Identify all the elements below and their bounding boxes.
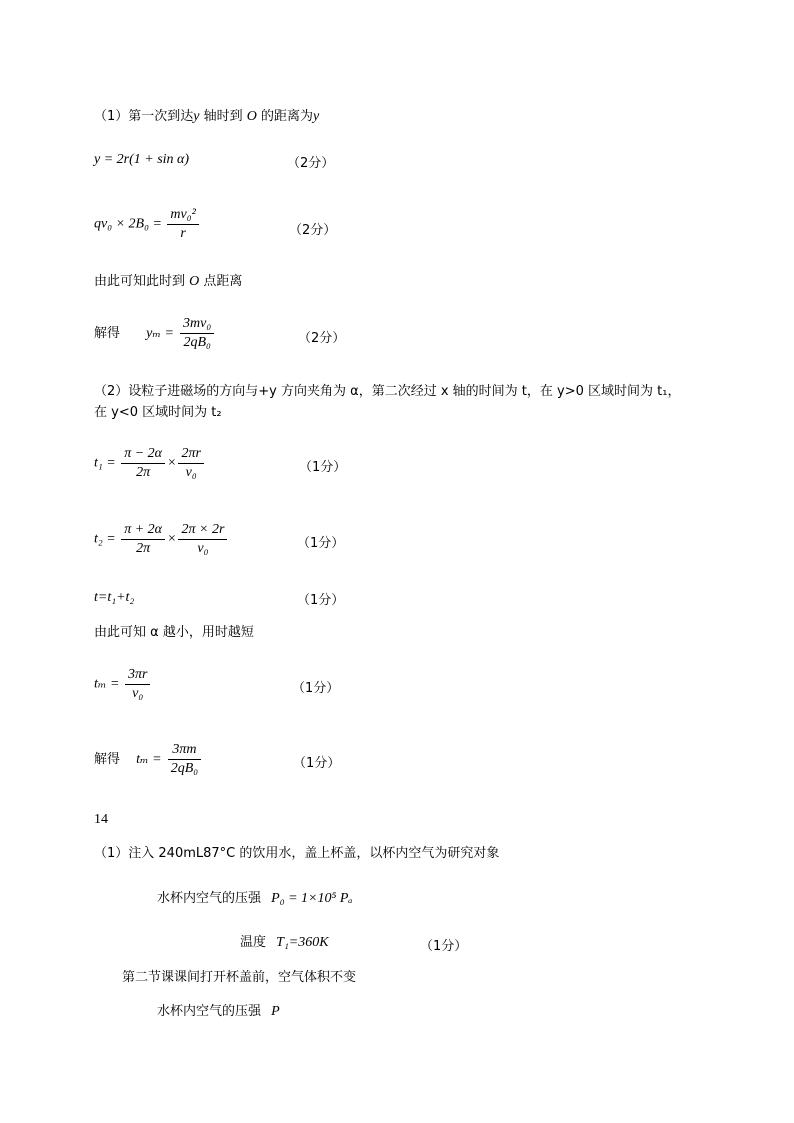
equation-ym: 解得 yₘ = $\frac{\text{3mv₀}}{\text{2qB₀}}$	[94, 315, 216, 352]
fraction: $\frac{\text{mv₀²}}{r}$	[167, 206, 198, 243]
score-temperature: （1分）	[420, 939, 468, 954]
fraction: $\frac{3\pi r}{\text{v₀}}$	[125, 666, 150, 703]
fraction: $\frac{\text{3mv₀}}{\text{2qB₀}}$	[180, 315, 214, 352]
pressure-line-1: 水杯内空气的压强 P₀ = 1×10⁵ Pₐ	[157, 891, 353, 906]
score-eq6: （1分）	[297, 593, 345, 608]
equation-tm: tₘ = $\frac{3\pi r}{\text{v₀}}$	[94, 666, 152, 703]
score-eq2: （2分）	[289, 223, 337, 238]
fraction: $\frac{\pi + 2\alpha}{2\pi}$	[121, 521, 165, 558]
fraction: $\frac{\pi - 2\alpha}{2\pi}$	[121, 445, 165, 482]
score-eq4: （1分）	[299, 460, 347, 475]
score-eq1: （2分）	[287, 156, 335, 171]
question-number: 14	[94, 812, 108, 827]
score-eq8: （1分）	[293, 756, 341, 771]
fraction: $\frac{2\pi \times 2r}{\text{v₀}}$	[178, 521, 227, 558]
equation-t2: t₂ = $\frac{\pi + 2\alpha}{2\pi}$ × $\frac{2\pi \times 2r}{\text{v₀}}$	[94, 521, 229, 558]
score-eq7: （1分）	[292, 681, 340, 696]
paragraph-part2-line2: 在 y<0 区域时间为 t₂	[94, 405, 222, 420]
score-eq5: （1分）	[297, 536, 345, 551]
equation-y: y = 2r(1 + sin α)	[94, 152, 190, 167]
paragraph-part1-intro: （1）第一次到达y 轴时到 O 的距离为y	[94, 109, 320, 124]
equation-force: qv₀ × 2B₀ = $\frac{\text{mv₀²}}{r}$	[94, 206, 201, 243]
score-eq3: （2分）	[298, 331, 346, 346]
equation-t1: t₁ = $\frac{\pi - 2\alpha}{2\pi}$ × $\frac{2\pi r}{\text{v₀}}$	[94, 445, 206, 482]
paragraph-second-break: 第二节课课间打开杯盖前，空气体积不变	[122, 970, 357, 985]
pressure-line-2: 水杯内空气的压强 P	[157, 1004, 280, 1019]
paragraph-distance: 由此可知此时到 O 点距离	[94, 274, 243, 289]
temperature-line: 温度 T₁=360K	[240, 935, 329, 950]
equation-tm-result: 解得 tₘ = $\frac{3\pi m}{\text{2qB₀}}$	[94, 741, 203, 778]
paragraph-conclusion: 由此可知 α 越小，用时越短	[94, 625, 254, 640]
paragraph-part2-line1: （2）设粒子进磁场的方向与+y 方向夹角为 α，第二次经过 x 轴的时间为 t，在 y>0 区域时间为 t₁，	[94, 384, 681, 399]
paragraph-q14-part1: （1）注入 240mL87°C 的饮用水，盖上杯盖，以杯内空气为研究对象	[94, 846, 500, 861]
equation-t-sum: t=t₁+t₂	[94, 590, 135, 605]
fraction: $\frac{2\pi r}{\text{v₀}}$	[178, 445, 203, 482]
fraction: $\frac{3\pi m}{\text{2qB₀}}$	[168, 741, 201, 778]
